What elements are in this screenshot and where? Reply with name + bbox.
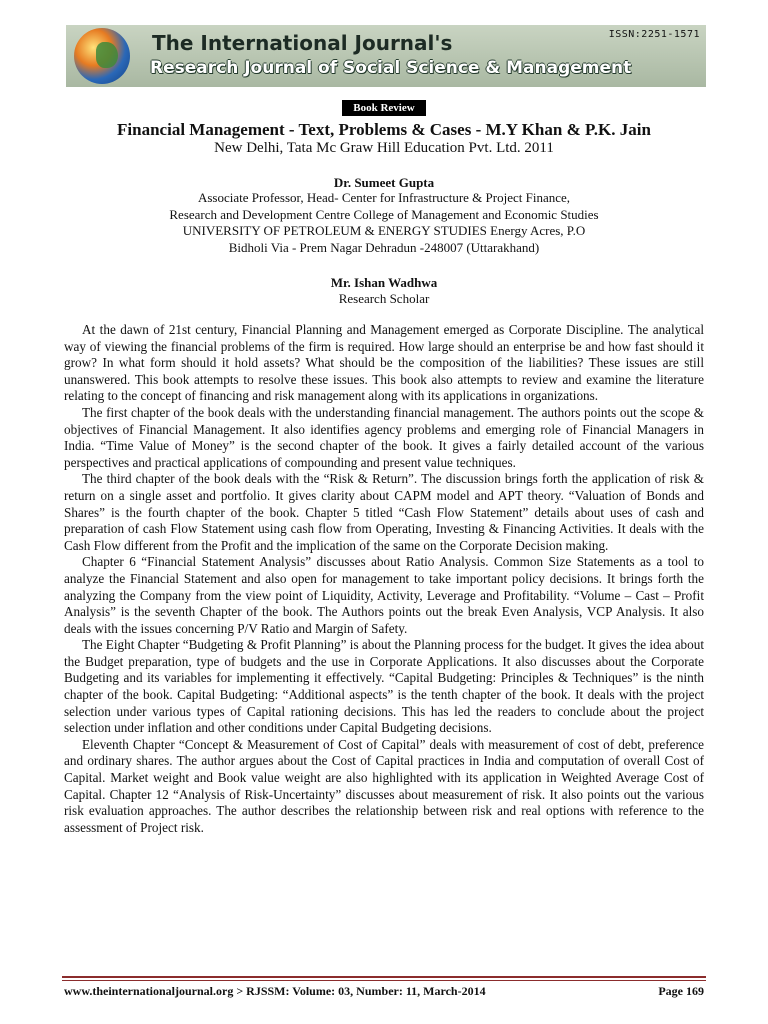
author2-role: Research Scholar [338,291,430,306]
affiliation-line: UNIVERSITY OF PETROLEUM & ENERGY STUDIES Energy Acres, P.O [182,223,586,238]
footer-divider-thin [62,980,706,981]
body-paragraph: At the dawn of 21st century, Financial Planning and Management emerged as Corporate Discipline. The analytical way of viewing the financial problems of the firm is required. How large should an enterprise be and how fast should it grow? In what form should it hold assets? What should be the composition of the liabilities? These issues are still unanswered. This book attempts to resolve these issues. This book also attempts to review and examine the literature relating to the concept of financing and risk management along with its applications in organizations. [64,322,704,404]
body-paragraph: Chapter 6 “Financial Statement Analysis” discusses about Ratio Analysis. Common Size Statements as a tool to analyze the Financial Statement and also open for management to take important policy decisions. It brings forth the analyzing the Company from the view point of Liquidity, Activity, Leverage and Profitability. “Volume – Cast – Profit Analysis” is the seventh Chapter of the book. The Authors points out the break Even Analysis, VCP Analysis. It also deals with the issues concerning P/V Ratio and Margin of Safety. [64,554,704,636]
body-paragraph: The third chapter of the book deals with the “Risk & Return”. The discussion brings forth the application of risk & return on a single asset and portfolio. It gives clarity about CAPM model and APT theory. “Valuation of Bonds and Shares” is the fourth chapter of the book. Chapter 5 titled “Cash Flow Statement” details about uses of cash and preparation of cash Flow Statement using cash flow from Operating, Investing & Financing Activities. It deals with the Cash Flow different from the Profit and the implication of the same on the Corporate Decision making. [64,471,704,553]
footer-citation: www.theinternationaljournal.org > RJSSM: Volume: 03, Number: 11, March-2014 [64,984,486,998]
review-body [64,322,704,836]
publisher-line: New Delhi, Tata Mc Graw Hill Education Pvt. Ltd. 2011 [214,140,554,156]
affiliation-line: Bidholi Via - Prem Nagar Dehradun -248007 (Uttarakhand) [228,239,540,255]
globe-logo-icon [74,28,130,84]
journal-banner [66,25,706,87]
body-paragraph: Eleventh Chapter “Concept & Measurement of Cost of Capital” deals with measurement of cost of debt, preference and ordinary shares. The author argues about the Cost of Capital practices in India and computation of overall Cost of Capital. Market weight and Book value weight are also highlighted with its application in Weighted Average Cost of Capital. Chapter 12 “Analysis of Risk-Uncertainty” discusses about measurement of risk. It also points out the various risk evaluation approaches. The author describes the relationship between risk and real options with reference to the assessment of Project risk. [64,736,704,835]
footer-divider [62,976,706,978]
author1-name: Dr. Sumeet Gupta [333,175,435,190]
section-tag: Book Review [342,100,425,116]
author2-name: Mr. Ishan Wadhwa [330,275,438,290]
body-paragraph: The first chapter of the book deals with the understanding financial management. The authors points out the scope & objectives of Financial Management. It also identifies agency problems and emerging role of Financial Managers in India. “Time Value of Money” is the second chapter of the book. It gives a fairly detailed account of the various perspectives and practical applications of compounding and present value techniques. [64,404,704,470]
issn-label: ISSN:2251-1571 [608,29,700,40]
journal-name-line1: The International Journal's [152,31,453,55]
body-paragraph: The Eight Chapter “Budgeting & Profit Planning” is about the Planning process for the budget. It gives the idea about the Budget preparation, type of budgets and the use in Corporate Applications. It also discusses about the Corporate Budgeting and its variables for implementing it effectively. “Capital Budgeting: Principles & Techniques” is the ninth chapter of the book. Capital Budgeting: “Additional aspects” is the tenth chapter of the book. It deals with the project selection under various types of Capital rationing decisions. This has led the readers to conclude about the project selection under inflation and other conditions under Capital Budgeting decisions. [64,637,704,736]
affiliation-line: Associate Professor, Head- Center for Infrastructure & Project Finance, [197,190,571,205]
journal-name-line2: Research Journal of Social Science & Management [150,58,632,78]
affiliation-line: Research and Development Centre College of Management and Economic Studies [169,206,599,222]
book-title: Financial Management - Text, Problems & Cases - M.Y Khan & P.K. Jain [117,120,651,139]
page-number: Page 169 [658,984,704,998]
author1-affiliation [40,190,728,256]
